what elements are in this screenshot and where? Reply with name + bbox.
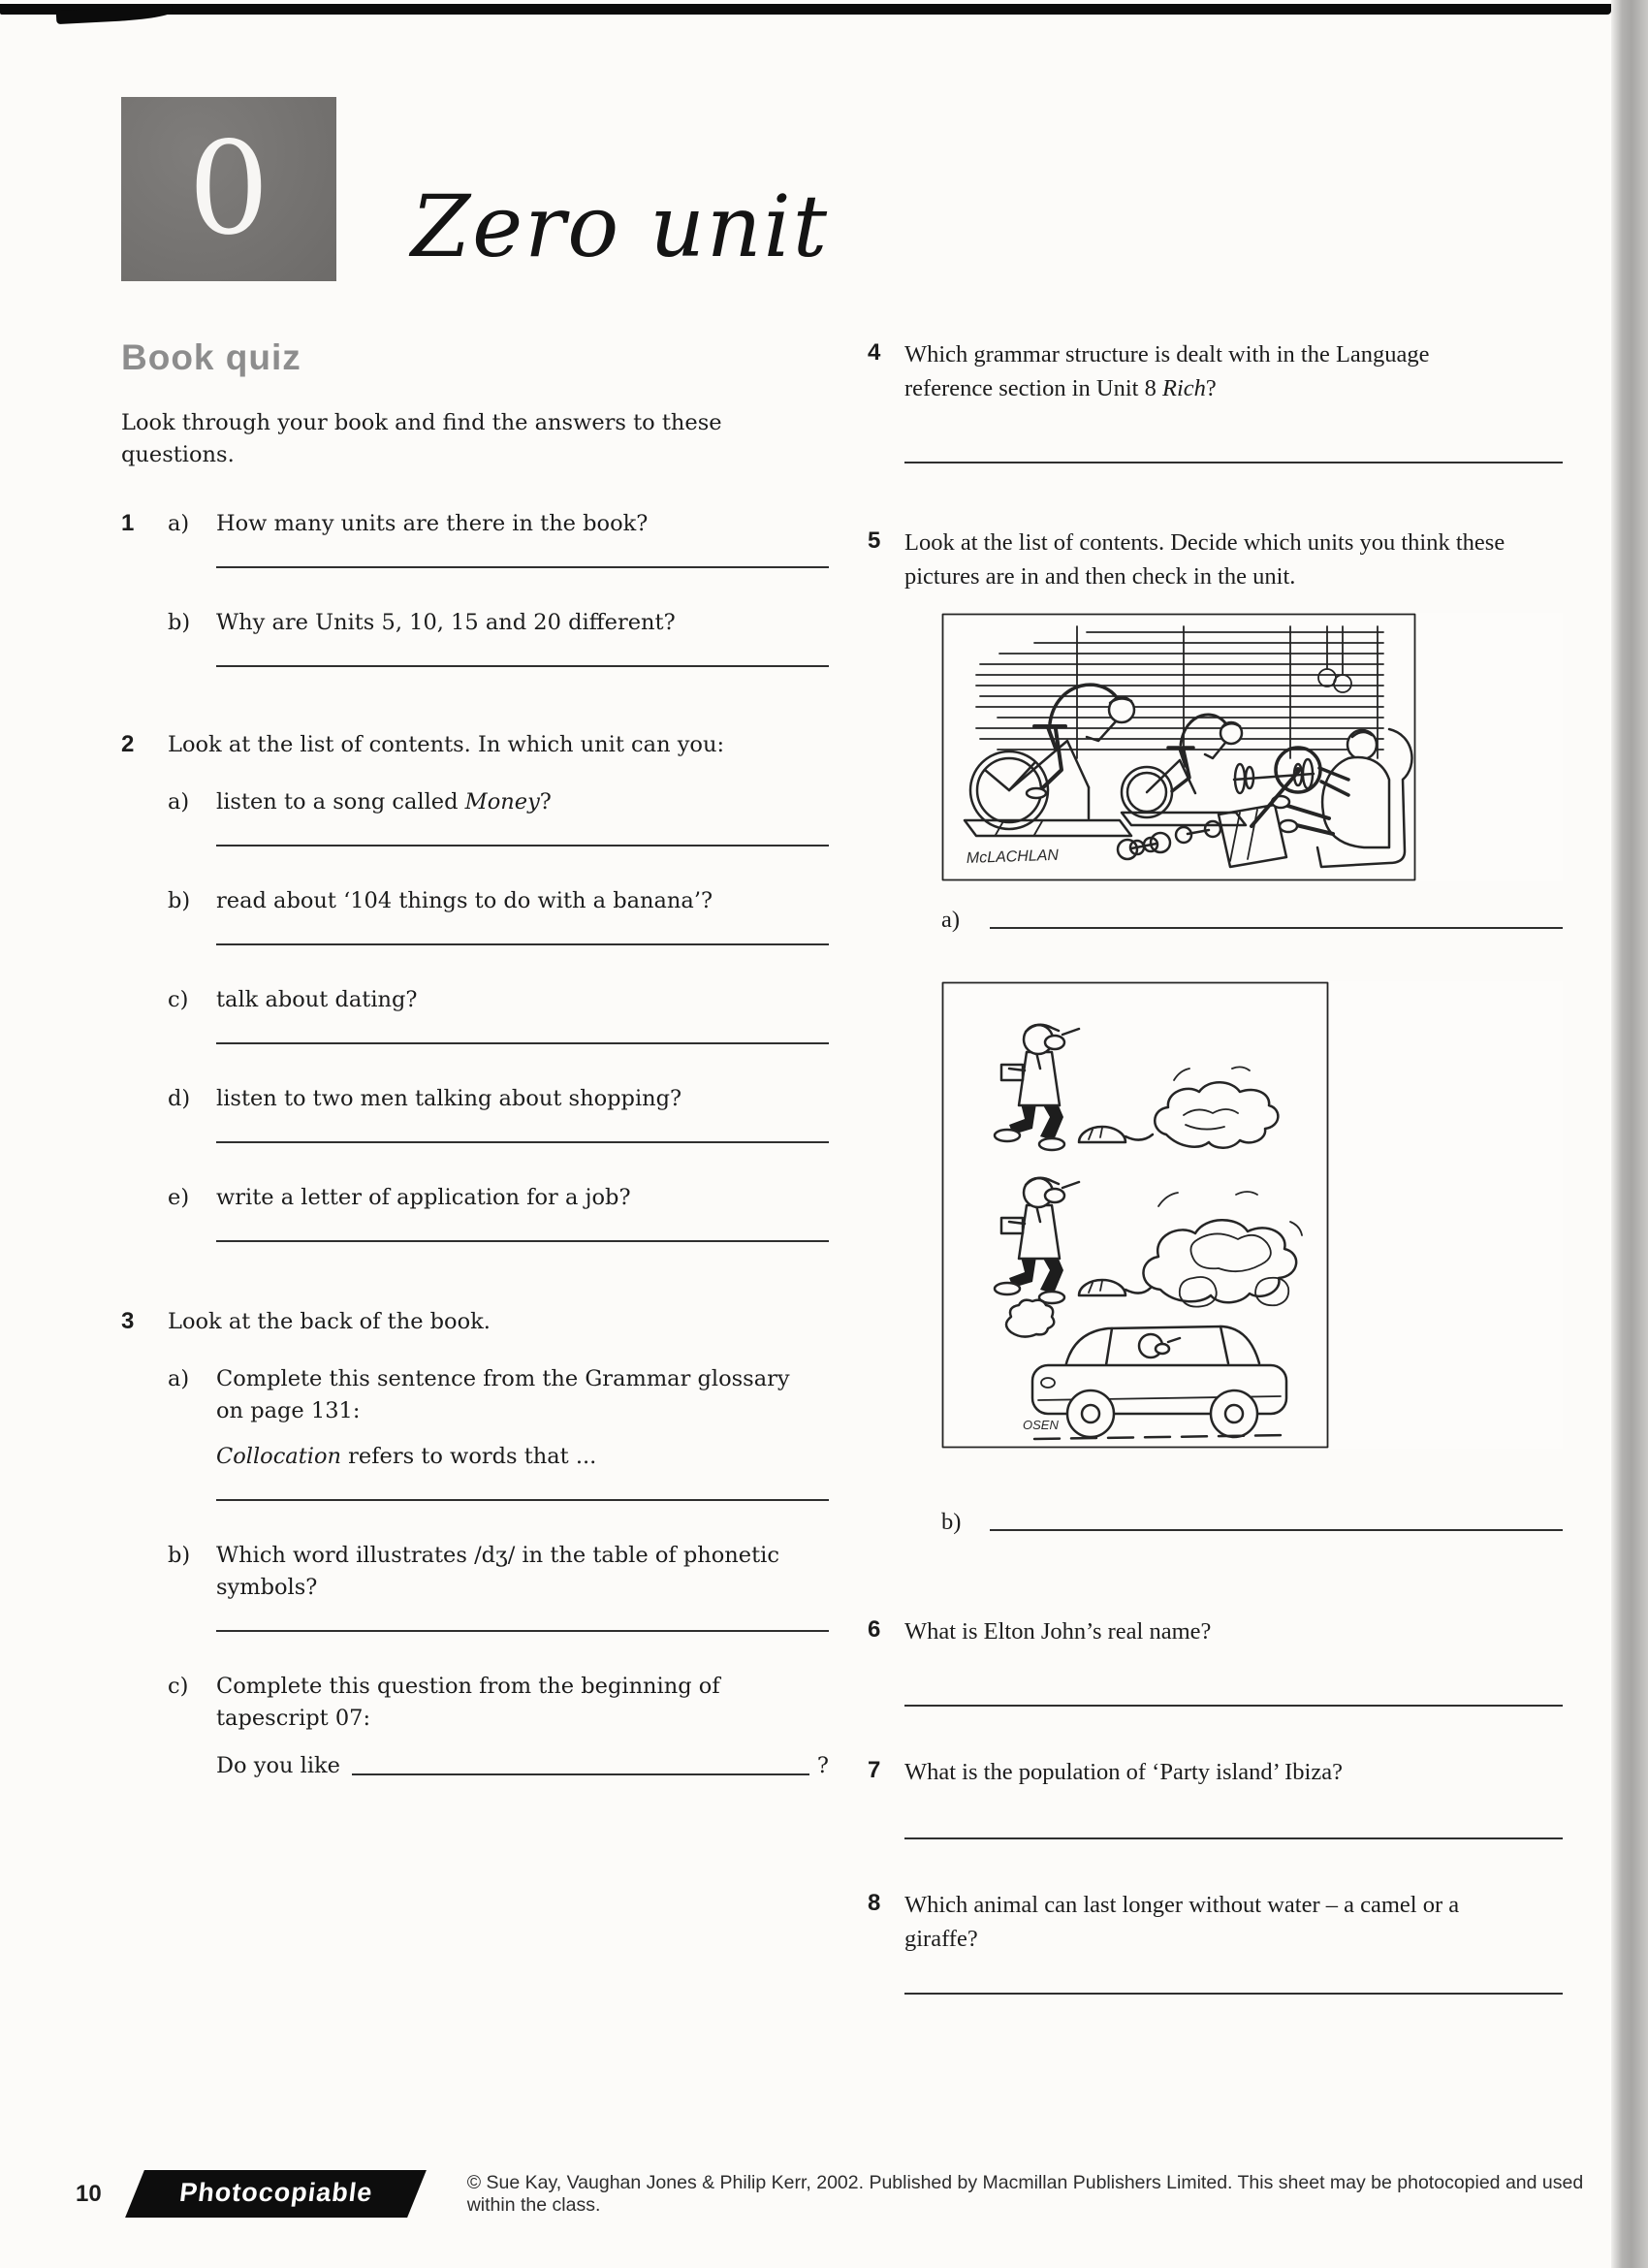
left-column <box>121 337 829 1782</box>
question-number: 1 <box>121 510 135 536</box>
answer-line[interactable] <box>352 1773 809 1775</box>
answer-line[interactable] <box>904 1993 1563 1995</box>
question-2 <box>121 729 829 1242</box>
question-lead: Look at the list of contents. Decide which units you think these pictures are in and then check in the unit. <box>904 529 1505 590</box>
question-8 <box>868 1888 1563 1995</box>
part-label: e) <box>168 1185 190 1210</box>
question-text: listen to two men talking about shopping? <box>216 1086 682 1111</box>
page-title: Zero unit <box>411 176 830 276</box>
answer-line[interactable] <box>990 927 1563 929</box>
barbell-icon <box>1234 759 1314 793</box>
part-label: b) <box>168 888 191 913</box>
answer-line[interactable] <box>990 1529 1563 1531</box>
question-part <box>168 1182 829 1214</box>
question-text: Which word illustrates /dʒ/ in the table of phonetic symbols? <box>216 1543 779 1600</box>
section-heading: Book quiz <box>121 337 301 377</box>
question-number: 6 <box>868 1616 881 1643</box>
glossary-sentence: Collocation refers to words that ... <box>216 1444 597 1469</box>
answer-line[interactable] <box>904 1705 1563 1707</box>
unit-number: 0 <box>188 114 269 264</box>
question-part <box>168 508 829 540</box>
question-text: listen to a song called Money? <box>216 789 552 815</box>
question-5 <box>868 526 1563 1539</box>
question-6 <box>868 1614 1563 1707</box>
picture-answer-a <box>941 903 1563 937</box>
question-text: Complete this sentence from the Grammar glossary on page 131: <box>216 1366 790 1423</box>
question-number: 8 <box>868 1890 881 1916</box>
question-part <box>168 984 829 1016</box>
part-label: d) <box>168 1086 191 1111</box>
answer-line[interactable] <box>904 462 1563 463</box>
fill-in-sentence: Do you like ? <box>216 1753 829 1778</box>
part-label: a) <box>168 1366 190 1391</box>
question-text: What is Elton John’s real name? <box>904 1618 1212 1645</box>
question-number: 2 <box>121 731 135 757</box>
walking-man-icon <box>995 1178 1079 1303</box>
unit-number-box <box>121 97 336 281</box>
question-text: Which grammar structure is dealt with in the Language reference section in Unit 8 Rich? <box>904 341 1430 401</box>
cloud-car-icon <box>1032 1326 1290 1439</box>
smoke-cloud-icon <box>1155 1067 1278 1147</box>
question-4 <box>868 337 1563 463</box>
right-column <box>868 337 1563 1995</box>
picture-answer-b <box>941 1505 1563 1539</box>
cartoon-gym <box>941 613 1563 881</box>
question-number: 7 <box>868 1757 881 1783</box>
part-label: a) <box>941 907 961 933</box>
page-footer <box>58 2170 1609 2218</box>
dumbbell-icon <box>1118 821 1220 859</box>
question-1 <box>121 508 829 667</box>
question-part <box>168 1671 829 1735</box>
walking-man-icon <box>995 1025 1079 1150</box>
answer-line[interactable] <box>216 1499 829 1501</box>
answer-line[interactable] <box>216 1240 829 1242</box>
question-7 <box>868 1755 1563 1839</box>
part-label: b) <box>168 1543 191 1568</box>
artist-signature: McLACHLAN <box>966 847 1060 867</box>
question-3 <box>121 1306 829 1782</box>
question-number: 5 <box>868 527 881 554</box>
exercise-bike-icon <box>1122 715 1246 825</box>
answer-line[interactable] <box>216 845 829 847</box>
answer-line[interactable] <box>216 665 829 667</box>
answer-line[interactable] <box>904 1837 1563 1839</box>
scan-top-edge <box>0 4 1611 15</box>
air-pump-icon <box>1079 1280 1151 1295</box>
copyright-text: © Sue Kay, Vaughan Jones & Philip Kerr, 2002. Published by Macmillan Publishers Limited. This sheet may be photocopied and used within the class. <box>466 2171 1584 2216</box>
answer-line[interactable] <box>216 1042 829 1044</box>
part-label: b) <box>941 1509 962 1535</box>
question-text: How many units are there in the book? <box>216 511 649 536</box>
question-text: talk about dating? <box>216 987 418 1012</box>
photocopiable-banner: Photocopiable <box>125 2170 427 2218</box>
exhaust-puff-icon <box>1006 1300 1054 1337</box>
question-number: 4 <box>868 339 881 366</box>
question-text: Complete this question from the beginning of tapescript 07: <box>216 1674 720 1731</box>
question-part <box>168 607 829 639</box>
question-part <box>168 1363 829 1427</box>
part-label: a) <box>168 789 190 815</box>
gym-rings-icon <box>1318 626 1351 692</box>
part-label: a) <box>168 511 190 536</box>
air-pump-icon <box>1079 1127 1153 1142</box>
answer-line[interactable] <box>216 943 829 945</box>
artist-signature: OSEN <box>1023 1418 1059 1432</box>
answer-line[interactable] <box>216 566 829 568</box>
question-number: 3 <box>121 1308 135 1334</box>
quiz-intro: Look through your book and find the answers to these questions. <box>121 410 722 467</box>
question-part <box>168 1540 829 1604</box>
part-label: c) <box>168 1674 189 1699</box>
question-part <box>168 1083 829 1115</box>
question-text: Why are Units 5, 10, 15 and 20 different? <box>216 610 676 635</box>
part-label: b) <box>168 610 191 635</box>
question-text: Which animal can last longer without water – a camel or a giraffe? <box>904 1892 1460 1952</box>
page-number: 10 <box>76 2180 102 2207</box>
page-spine-shadow <box>1611 0 1648 2268</box>
part-label: c) <box>168 987 189 1012</box>
question-lead: Look at the list of contents. In which unit can you: <box>168 732 725 757</box>
cartoon-smoke-car <box>941 981 1563 1449</box>
question-lead: Look at the back of the book. <box>168 1309 491 1334</box>
question-part <box>168 885 829 917</box>
question-text: write a letter of application for a job? <box>216 1185 631 1210</box>
question-text: What is the population of ‘Party island’ Ibiza? <box>904 1759 1343 1785</box>
question-part <box>168 786 829 818</box>
smoke-cloud-car-shape-icon <box>1143 1192 1302 1307</box>
window-blinds-icon <box>976 626 1383 758</box>
answer-line[interactable] <box>216 1630 829 1632</box>
answer-line[interactable] <box>216 1141 829 1143</box>
question-text: read about ‘104 things to do with a banana’? <box>216 888 713 913</box>
